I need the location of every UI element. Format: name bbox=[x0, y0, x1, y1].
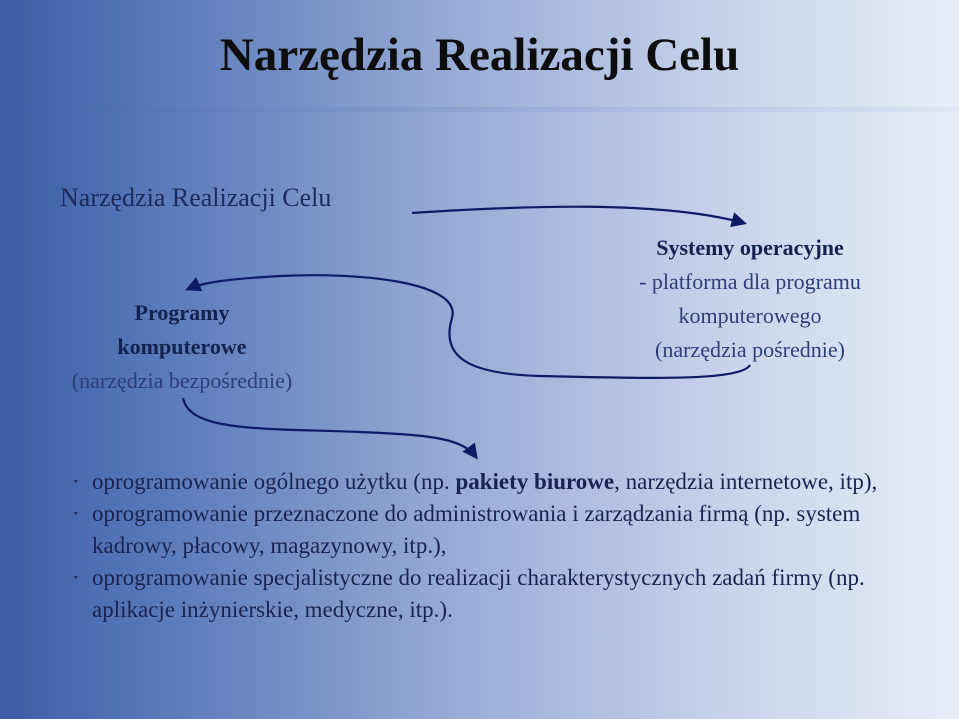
bullet-marker: · bbox=[72, 565, 80, 590]
diagram-root-label: Narzędzia Realizacji Celu bbox=[60, 183, 332, 212]
slide-title: Narzędzia Realizacji Celu bbox=[219, 29, 740, 81]
programs-heading-1: Programy bbox=[134, 300, 230, 325]
os-line-3: komputerowego bbox=[678, 303, 822, 328]
list-item bbox=[70, 562, 930, 626]
arrow-programs-to-list bbox=[183, 398, 476, 457]
bullet-list bbox=[70, 466, 930, 626]
bullet-text: oprogramowanie specjalistyczne do realizacji charakterystycznych zadań firmy (np. aplikacje inżynierskie, medyczne, itp.). bbox=[92, 565, 865, 622]
bullet-text: oprogramowanie przeznaczone do administrowania i zarządzania firmą (np. system kadrowy, płacowy, magazynowy, itp.), bbox=[92, 501, 861, 558]
bullet-text: oprogramowanie ogólnego użytku (np. bbox=[92, 469, 456, 494]
operating-systems-node bbox=[590, 231, 910, 367]
os-line-4: (narzędzia pośrednie) bbox=[655, 337, 845, 362]
os-heading: Systemy operacyjne bbox=[656, 235, 844, 260]
programs-node bbox=[22, 296, 342, 398]
programs-line-3: (narzędzia bezpośrednie) bbox=[71, 368, 293, 393]
programs-heading-2: komputerowe bbox=[117, 334, 247, 359]
bullet-marker: · bbox=[72, 501, 80, 526]
bullet-marker: · bbox=[72, 469, 80, 494]
list-item bbox=[70, 498, 930, 562]
arrow-root-to-os bbox=[412, 207, 744, 223]
list-item bbox=[70, 466, 930, 498]
bullet-bold-text: pakiety biurowe bbox=[455, 469, 615, 494]
os-line-2: - platforma dla programu bbox=[639, 269, 861, 294]
bullet-text-end: , narzędzia internetowe, itp), bbox=[614, 469, 878, 494]
